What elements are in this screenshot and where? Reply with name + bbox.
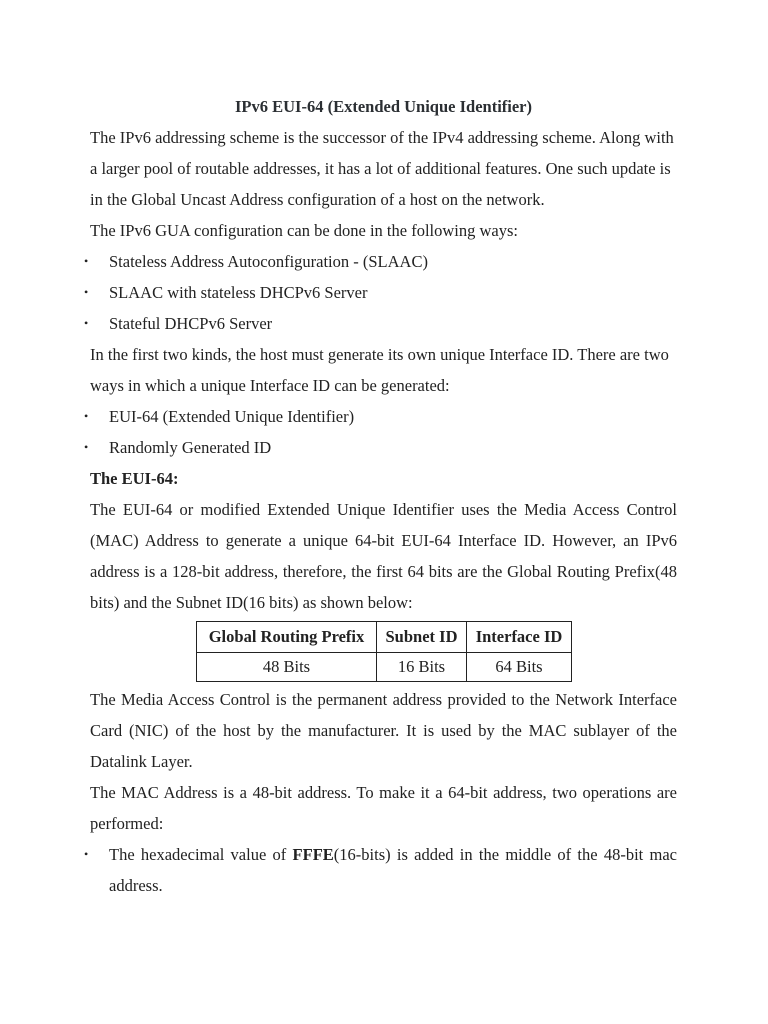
operations-list — [90, 839, 677, 901]
list-item: • EUI-64 (Extended Unique Identifier) — [90, 401, 677, 432]
list-item: • Randomly Generated ID — [90, 432, 677, 463]
intro-paragraph: The IPv6 addressing scheme is the successor of the IPv4 addressing scheme. Along with a larger pool of routable addresses, it has a lot of additional features. One such update is in the Global Uncast Address configuration of a host on the network. — [90, 128, 674, 209]
operation-bold-value: FFFE — [292, 845, 334, 864]
mac-paragraph: The Media Access Control is the permanent address provided to the Network Interface Card (NIC) of the host by the manufacturer. It is used by the MAC sublayer of the Datalink Layer. — [90, 690, 677, 771]
header-subnet-id: Subnet ID — [377, 622, 467, 653]
header-global-routing-prefix: Global Routing Prefix — [197, 622, 377, 653]
interface-id-paragraph: In the first two kinds, the host must generate its own unique Interface ID. There are two ways in which a unique Interface ID can be generated: — [90, 345, 669, 395]
operation-text: The hexadecimal value of — [109, 845, 293, 864]
cell-interface-id-bits: 64 Bits — [467, 653, 572, 682]
eui-heading: The EUI-64: — [90, 469, 179, 488]
mac-address-paragraph: The MAC Address is a 48-bit address. To make it a 64-bit address, two operations are performed: — [90, 783, 677, 833]
list-item — [90, 839, 677, 901]
list-item: • SLAAC with stateless DHCPv6 Server — [90, 277, 677, 308]
gua-ways-list — [90, 246, 677, 339]
address-structure-table — [196, 621, 572, 682]
eui-paragraph: The EUI-64 or modified Extended Unique Identifier uses the Media Access Control (MAC) Address to generate a unique 64-bit EUI-64 Interface ID. However, an IPv6 address is a 128-bit address, therefore, the first 64 bits are the Global Routing Prefix(48 bits) and the Subnet ID(16 bits) as shown below: — [90, 500, 677, 612]
list-item: • Stateless Address Autoconfiguration - (SLAAC) — [90, 246, 677, 277]
list-item: • Stateful DHCPv6 Server — [90, 308, 677, 339]
cell-global-routing-prefix-bits: 48 Bits — [197, 653, 377, 682]
table-row — [197, 653, 572, 682]
gua-intro: The IPv6 GUA configuration can be done in the following ways: — [90, 221, 518, 240]
document-title: IPv6 EUI-64 (Extended Unique Identifier) — [234, 97, 532, 116]
header-interface-id: Interface ID — [467, 622, 572, 653]
table-header-row — [197, 622, 572, 653]
interface-id-ways-list — [90, 401, 677, 463]
document-page — [90, 91, 677, 901]
cell-subnet-id-bits: 16 Bits — [377, 653, 467, 682]
operation-text: (16-bits) is added in the middle of the 48-bit mac address. — [109, 845, 677, 895]
